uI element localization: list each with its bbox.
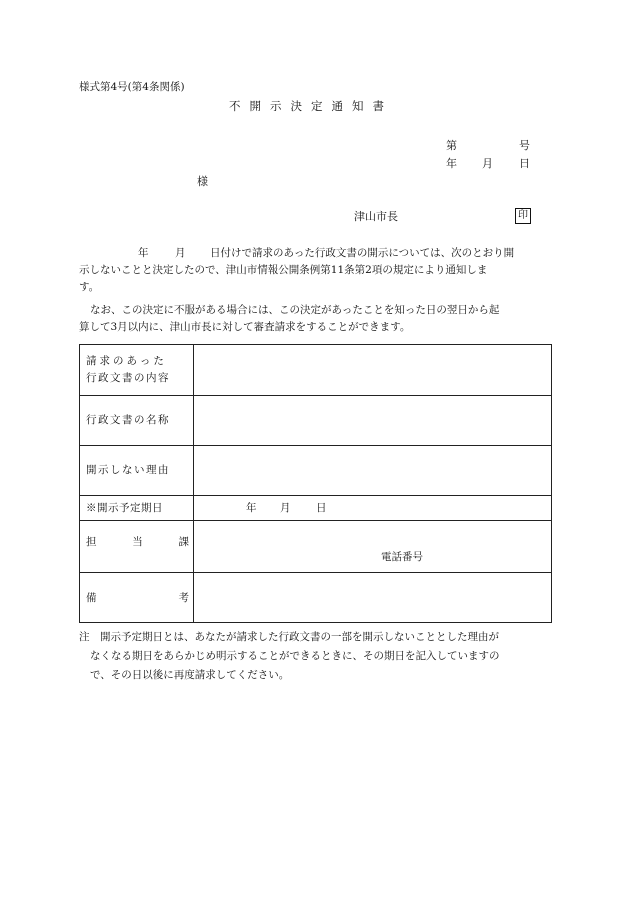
paragraph-2 <box>79 302 553 336</box>
department-char-2: 当 <box>132 536 143 548</box>
remarks-field[interactable] <box>194 573 552 623</box>
table-row <box>80 446 552 496</box>
document-name-field[interactable] <box>194 396 552 446</box>
footnote-line1: 注 開示予定期日とは、あなたが請求した行政文書の一部を開示しないこととした理由が <box>79 631 499 643</box>
issuer-name: 津山市長 <box>354 210 398 223</box>
document-name-label <box>80 396 194 446</box>
para2-line1: なお、この決定に不服がある場合には、この決定があったことを知った日の翌日から起 <box>90 304 500 316</box>
document-name-text: 行政文書の名称 <box>86 414 170 426</box>
para1-tsuki: 月 <box>175 247 186 259</box>
decision-table <box>79 344 552 623</box>
department-char-1: 担 <box>86 536 97 548</box>
reason-label <box>80 446 194 496</box>
request-content-field[interactable] <box>194 345 552 396</box>
reason-field[interactable] <box>194 446 552 496</box>
paragraph-1 <box>79 245 553 296</box>
date-hi: 日 <box>519 157 530 170</box>
scheduled-date-text: ※開示予定期日 <box>86 501 163 514</box>
para1-line3: す。 <box>79 281 100 293</box>
remarks-label <box>80 573 194 623</box>
request-content-line1: 請求のあった <box>86 355 167 367</box>
scheduled-hi: 日 <box>316 502 327 514</box>
para1-line1: 日付けで請求のあった行政文書の開示については、次のとおり開 <box>210 247 515 259</box>
date-tsuki: 月 <box>482 157 493 170</box>
addressee-suffix: 様 <box>197 175 208 188</box>
para1-line2: 示しないことと決定したので、津山市情報公開条例第11条第2項の規定により通知しま <box>79 264 488 276</box>
para2-line2: 算して3月以内に、津山市長に対して審査請求をすることができます。 <box>79 321 411 333</box>
department-field[interactable] <box>194 521 552 573</box>
request-content-line2: 行政文書の内容 <box>86 372 170 384</box>
scheduled-nen: 年 <box>246 502 257 514</box>
date-nen: 年 <box>446 157 457 170</box>
scheduled-tsuki: 月 <box>280 502 291 514</box>
doc-number-go: 号 <box>519 139 530 152</box>
document-title: 不開示決定通知書 <box>229 99 393 113</box>
doc-number-dai: 第 <box>446 139 457 152</box>
remarks-char-2: 考 <box>178 592 189 604</box>
footnote <box>79 628 553 685</box>
para1-nen: 年 <box>138 247 149 259</box>
table-row <box>80 521 552 573</box>
scheduled-date-field[interactable] <box>194 496 552 521</box>
footnote-line2: なくなる期日をあらかじめ明示することができるときに、その期日を記入していますの <box>90 650 500 662</box>
table-row <box>80 496 552 521</box>
table-row <box>80 396 552 446</box>
footnote-line3: で、その日以後に再度請求してください。 <box>90 669 290 681</box>
request-content-label <box>80 345 194 396</box>
seal-stamp: 印 <box>515 208 531 224</box>
phone-number-label: 電話番号 <box>381 551 423 563</box>
table-row <box>80 345 552 396</box>
department-char-3: 課 <box>178 536 189 548</box>
remarks-char-1: 備 <box>86 592 97 604</box>
scheduled-date-label <box>80 496 194 521</box>
form-number: 様式第4号(第4条関係) <box>79 81 185 93</box>
table-row <box>80 573 552 623</box>
reason-text: 開示しない理由 <box>86 464 170 476</box>
department-label <box>80 521 194 573</box>
